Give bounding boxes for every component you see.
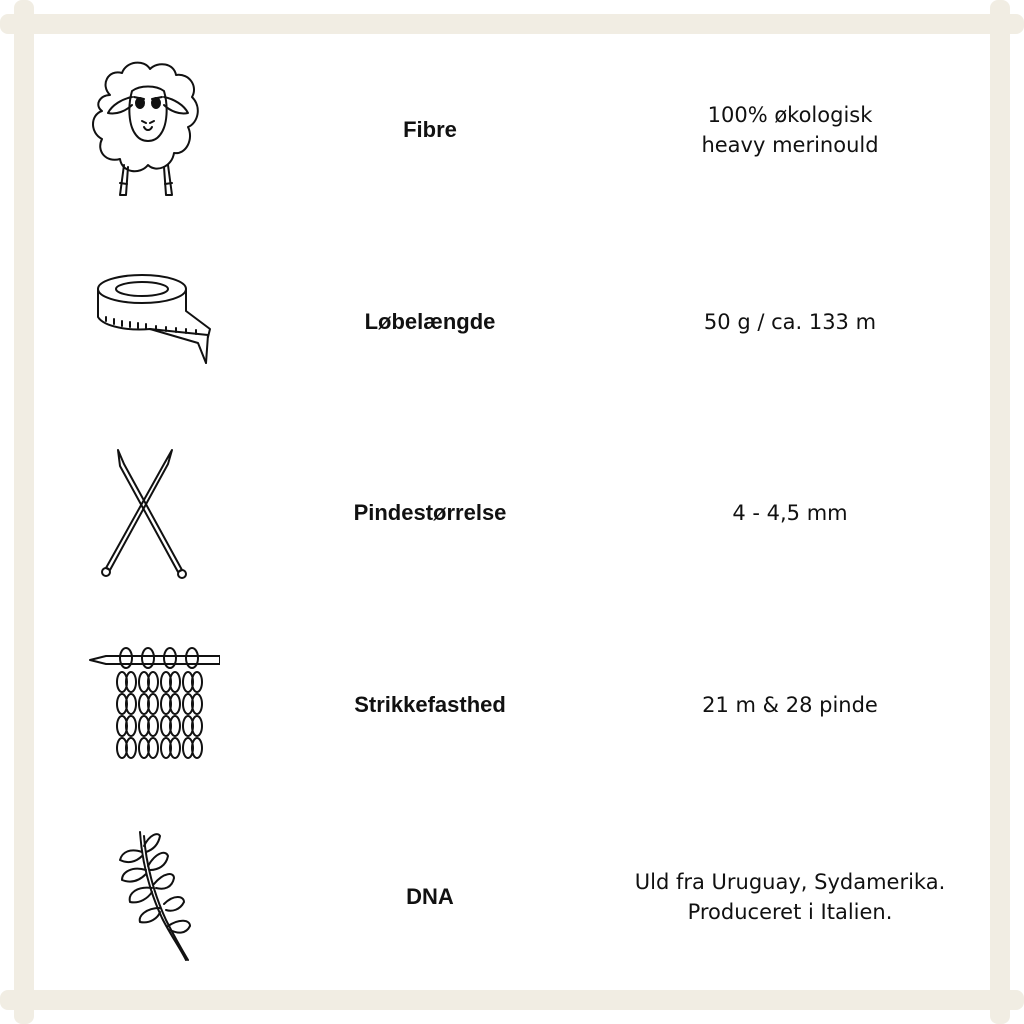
spec-value — [620, 247, 960, 397]
spec-row-gauge — [60, 630, 964, 780]
spec-value-line: 4 - 4,5 mm — [732, 501, 848, 525]
spec-row-fibre — [60, 55, 964, 205]
spec-label: DNA — [406, 884, 454, 909]
spec-value-line: Uld fra Uruguay, Sydamerika. — [634, 870, 946, 894]
spec-value-line: 100% økologisk — [707, 103, 873, 127]
spec-value-line: 50 g / ca. 133 m — [703, 310, 877, 334]
spec-label: Strikkefasthed — [354, 692, 506, 717]
spec-value — [620, 55, 960, 205]
sheep-icon — [70, 55, 220, 205]
frame-top — [0, 14, 1024, 34]
leaf-branch-icon — [70, 822, 220, 972]
spec-value — [620, 822, 960, 972]
measuring-tape-icon — [70, 247, 220, 397]
spec-label: Løbelængde — [364, 309, 496, 334]
knitting-needles-icon — [70, 438, 220, 588]
spec-row-length — [60, 247, 964, 397]
spec-value — [620, 438, 960, 588]
spec-row-dna — [60, 822, 964, 972]
spec-label: Fibre — [403, 117, 457, 142]
spec-value-line: Produceret i Italien. — [687, 900, 893, 924]
frame-bottom — [0, 990, 1024, 1010]
spec-row-needle-size — [60, 438, 964, 588]
spec-value — [620, 630, 960, 780]
frame-left — [14, 0, 34, 1024]
knitted-swatch-icon — [70, 630, 220, 780]
spec-value-line: heavy merinould — [701, 133, 879, 157]
spec-label: Pindestørrelse — [353, 500, 507, 525]
spec-value-line: 21 m & 28 pinde — [702, 693, 878, 717]
frame-right — [990, 0, 1010, 1024]
